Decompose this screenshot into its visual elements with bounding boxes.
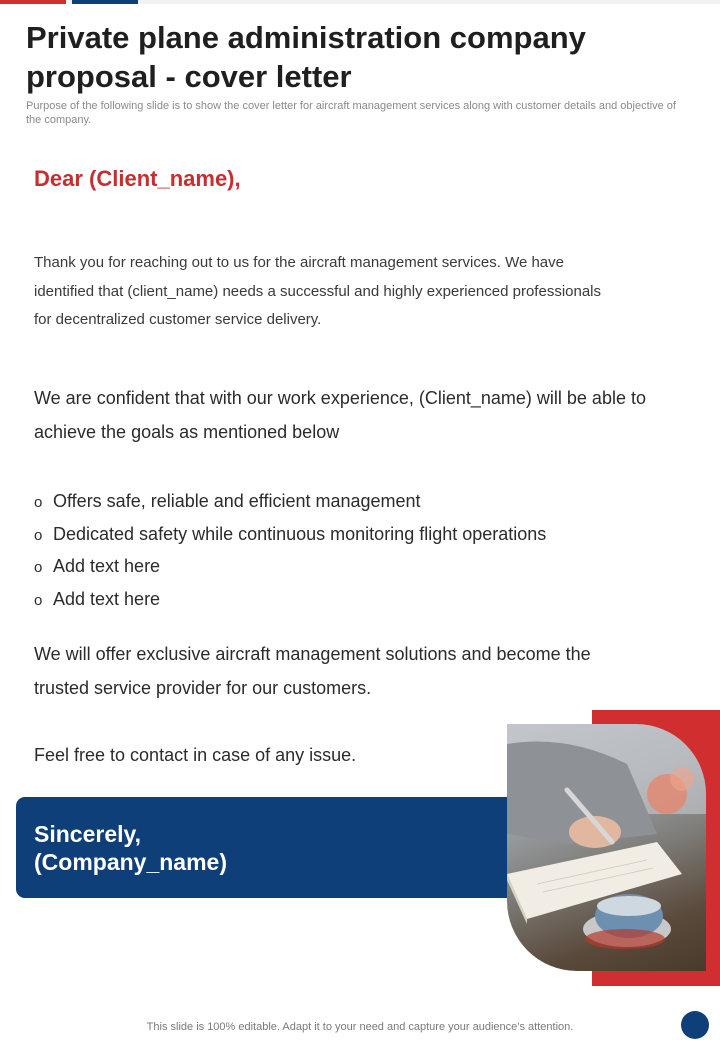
goal-text: Add text here bbox=[53, 588, 161, 609]
signature-box bbox=[16, 797, 536, 898]
writing-photo bbox=[507, 724, 706, 971]
footer-circle-logo bbox=[681, 1011, 709, 1039]
bullet-circle-icon: o bbox=[34, 559, 43, 576]
closing-text: Sincerely, bbox=[34, 821, 141, 847]
goal-item bbox=[34, 584, 654, 617]
letter-paragraph-1: Thank you for reaching out to us for the aircraft management services. We have identified that (client_name) needs a successful and highly experienced professionals for decentralized customer service delivery. bbox=[34, 254, 602, 328]
letter-greeting: Dear (Client_name), bbox=[34, 166, 241, 191]
goal-item bbox=[34, 486, 654, 519]
letter-paragraph-4: Feel free to contact in case of any issue. bbox=[34, 745, 357, 765]
letter-paragraph-2: We are confident that with our work experience, (Client_name) will be able to achieve the goals as mentioned below bbox=[34, 388, 646, 442]
goal-item bbox=[34, 551, 654, 584]
goal-text: Dedicated safety while continuous monitoring flight operations bbox=[53, 523, 547, 544]
bullet-circle-icon: o bbox=[34, 494, 43, 511]
goal-text: Add text here bbox=[53, 556, 161, 576]
page-title: Private plane administration company proposal - cover letter bbox=[26, 20, 586, 94]
bullet-circle-icon: o bbox=[34, 591, 43, 609]
bullet-circle-icon: o bbox=[34, 526, 43, 544]
top-accent-red bbox=[0, 0, 66, 4]
footer-note: This slide is 100% editable. Adapt it to your need and capture your audience’s attention. bbox=[146, 1021, 574, 1033]
top-accent-bar bbox=[0, 0, 720, 4]
goals-list bbox=[34, 486, 654, 616]
company-name-text: (Company_name) bbox=[34, 849, 227, 875]
photo-illustration bbox=[507, 724, 706, 971]
letter-paragraph-3: We will offer exclusive aircraft management solutions and become the trusted service provider for our customers. bbox=[34, 644, 591, 698]
goal-item bbox=[34, 519, 654, 552]
goal-text: Offers safe, reliable and efficient management bbox=[53, 491, 421, 511]
page-subtitle: Purpose of the following slide is to show the cover letter for aircraft management services along with customer details and objective of the company. bbox=[26, 100, 676, 126]
top-accent-blue bbox=[72, 0, 138, 4]
